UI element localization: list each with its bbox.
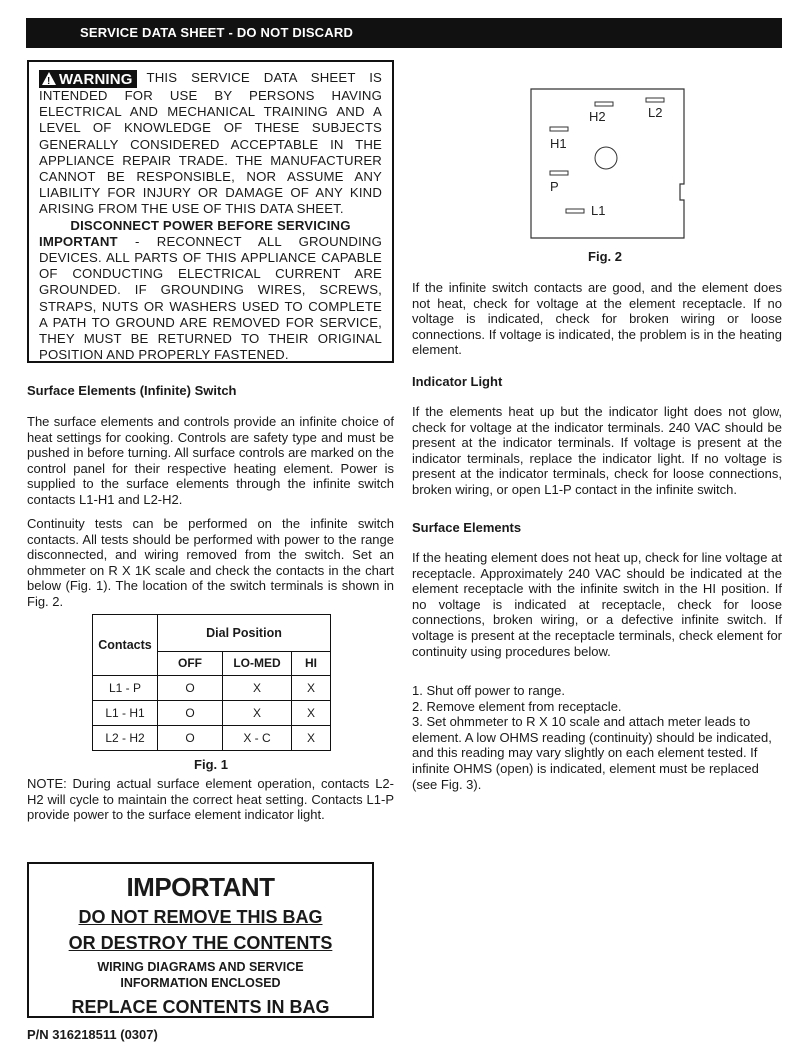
important-line1: DO NOT REMOVE THIS BAG (78, 907, 323, 927)
row-contact: L1 - P (93, 676, 158, 701)
list-item: 1. Shut off power to range. (412, 683, 565, 698)
warning-text: THIS SERVICE DATA SHEET IS INTENDED FOR USE BY PERSONS HAVING ELECTRICAL AND MECHANICAL TRAINING AND A LEVEL OF KNOWLEDGE OF THESE SUBJECTS GENERALLY CONSIDERED ACCEPTABLE IN THE APPLIANCE REPAIR TRADE. THE MANUFACTURER CANNOT BE RESPONSIBLE, NOR ASSUME ANY LIABILITY FOR INJURY OR DAMAGE OF ANY KIND ARISING FROM THE USE OF THIS DATA SHEET. (39, 70, 382, 217)
header-bar (26, 18, 782, 48)
col-hi: HI (292, 651, 331, 675)
contacts-header: Contacts (93, 615, 158, 676)
row-lomed: X (223, 701, 292, 726)
row-hi: X (292, 701, 331, 726)
table-row (93, 676, 331, 701)
warning-triangle-icon: ! (42, 72, 56, 85)
warning-box (27, 60, 394, 363)
label-l2: L2 (648, 105, 663, 120)
important-line2: OR DESTROY THE CONTENTS (68, 933, 333, 953)
table-row (93, 726, 331, 751)
part-number: P/N 316218511 (0307) (27, 1027, 158, 1042)
important-text: - RECONNECT ALL GROUNDING DEVICES. ALL PARTS OF THIS APPLIANCE CAPABLE OF CONDUCTING ELECTRICAL CURRENT ARE GROUNDED. IF GROUNDING WIRES, SCREWS, STRAPS, NUTS OR WASHERS USED TO COMPLETE A PATH TO GROUND ARE REMOVED FOR SERVICE, THEY MUST BE RETURNED TO THEIR ORIGINAL POSITION AND PROPERLY FASTENED. (39, 233, 382, 363)
terminal-l2 (646, 98, 664, 102)
col-off: OFF (158, 651, 223, 675)
col-lomed: LO-MED (223, 651, 292, 675)
table-row (93, 701, 331, 726)
label-p: P (550, 179, 559, 194)
surface-switch-para1: The surface elements and controls provide an infinite choice of heat settings for cooking. Controls are safety type and must be pushed in before turning. All surface controls are marked on the control panel for their respective heating element. Power is supplied to the surface elements through the infinite switch contacts L1-H1 and L2-H2. (27, 414, 394, 507)
list-item: 3. Set ohmmeter to R X 10 scale and attach meter leads to element. A low OHMS reading (continuity) should be indicated, and this reading may vary slightly on each element tested. If infinite OHMS (open) is indicated, element must be replaced (see Fig. 3). (412, 714, 772, 792)
terminal-h1 (550, 127, 568, 131)
warning-content (39, 70, 382, 363)
important-line5: REPLACE CONTENTS IN BAG (71, 997, 330, 1017)
dial-position-header: Dial Position (158, 615, 331, 652)
surface-elements-text: If the heating element does not heat up, check for line voltage at receptacle. Approximately 240 VAC should be indicated at the element receptacle with the infinite switch in the HI position. If no voltage is indicated at receptacle, check for loose connections, broken wiring, or a defective infinite switch. If voltage is present at the receptacle terminals, check element for continuity using procedures below. (412, 550, 782, 659)
important-paragraph (39, 234, 382, 364)
procedure-steps (412, 683, 782, 792)
important-label: IMPORTANT (39, 233, 118, 249)
contacts-table-wrap (92, 614, 331, 751)
indicator-text: If the elements heat up but the indicator light does not glow, check for voltage at the indicator terminals. 240 VAC should be present at the indicator terminals. If voltage is present at the indicator terminals, replace the indicator light. If no voltage is present at the indicator terminals, check for loose connections, broken wiring, or open L1-P contact in the infinite switch. (412, 404, 782, 497)
terminal-l1 (566, 209, 584, 213)
element-check-para: If the infinite switch contacts are good, and the element does not heat, check for voltage at the element receptacle. If no voltage is indicated, check for broken wiring or loose connections. If voltage is indicated, the problem is in the heating element. (412, 280, 782, 358)
list-item: 2. Remove element from receptacle. (412, 698, 622, 714)
row-lomed: X (223, 676, 292, 701)
important-title: IMPORTANT (126, 872, 275, 902)
surface-elements-heading: Surface Elements (412, 520, 522, 535)
row-contact: L2 - H2 (93, 726, 158, 751)
warning-paragraph (39, 70, 382, 218)
important-line4: INFORMATION ENCLOSED (120, 976, 281, 990)
fig1-caption: Fig. 1 (194, 757, 228, 772)
disconnect-notice: DISCONNECT POWER BEFORE SERVICING (70, 217, 351, 233)
terminal-p (550, 171, 568, 175)
row-off: O (158, 676, 223, 701)
switch-shaft (595, 147, 617, 169)
row-hi: X (292, 726, 331, 751)
indicator-heading: Indicator Light (412, 374, 503, 389)
row-hi: X (292, 676, 331, 701)
label-l1: L1 (591, 203, 606, 218)
surface-switch-para2: Continuity tests can be performed on the infinite switch contacts. All tests should be performed with power to the range disconnected, and wiring removed from the switch. Set an ohmmeter on R X 1K scale and check the contacts in the chart below (Fig. 1). The location of the switch terminals is shown in Fig. 2. (27, 516, 394, 609)
note-text: NOTE: During actual surface element operation, contacts L2-H2 will cycle to maintain the correct heat setting. Contacts L1-P provide power to the surface element indicator light. (27, 776, 394, 823)
warning-badge: ! WARNING (39, 70, 137, 88)
label-h2: H2 (589, 109, 606, 124)
fig2-caption: Fig. 2 (588, 249, 622, 264)
label-h1: H1 (550, 136, 567, 151)
surface-switch-heading: Surface Elements (Infinite) Switch (27, 383, 237, 398)
terminal-h2 (595, 102, 613, 106)
switch-terminal-diagram (530, 88, 688, 240)
important-box (27, 862, 374, 1018)
sheet-title: SERVICE DATA SHEET - DO NOT DISCARD (80, 25, 354, 40)
contacts-table (92, 614, 331, 751)
important-line3: WIRING DIAGRAMS AND SERVICE (97, 960, 304, 974)
row-off: O (158, 701, 223, 726)
row-lomed: X - C (223, 726, 292, 751)
row-contact: L1 - H1 (93, 701, 158, 726)
row-off: O (158, 726, 223, 751)
